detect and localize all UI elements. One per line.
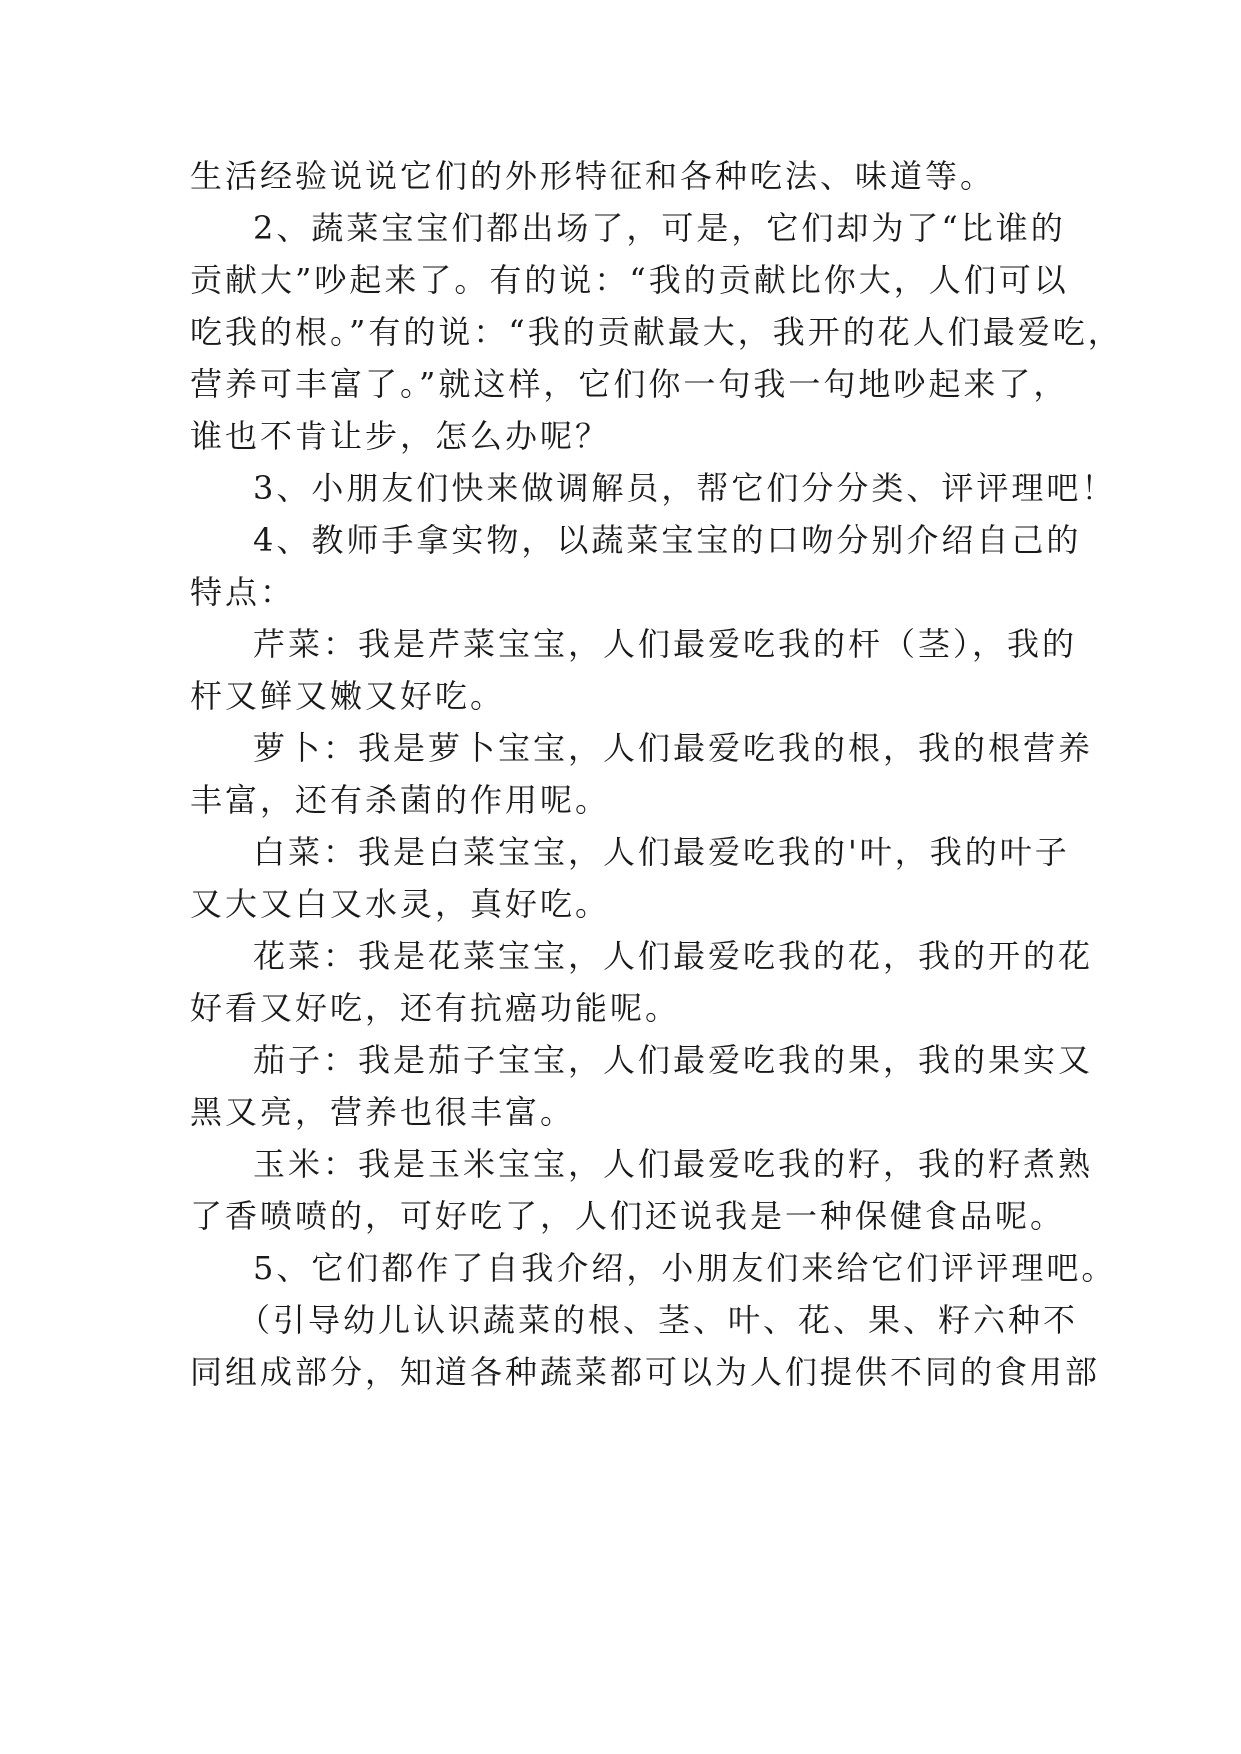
text-line: 吃我的根。”有的说：“我的贡献最大，我开的花人们最爱吃， [190, 313, 1123, 351]
text-line: 同组成部分，知道各种蔬菜都可以为人们提供不同的食用部 [190, 1353, 1101, 1391]
text-line: 生活经验说说它们的外形特征和各种吃法、味道等。 [190, 157, 996, 195]
text-line: 2、蔬菜宝宝们都出场了，可是，它们却为了“比谁的 [253, 209, 1066, 247]
text-line: 5、它们都作了自我介绍，小朋友们来给它们评评理吧。 [253, 1249, 1117, 1287]
text-line: 3、小朋友们快来做调解员，帮它们分分类、评评理吧！ [253, 469, 1117, 507]
text-line: 了香喷喷的，可好吃了，人们还说我是一种保健食品呢。 [190, 1197, 1066, 1235]
text-line: 特点： [190, 573, 296, 611]
text-line: 又大又白又水灵，真好吃。 [190, 885, 611, 923]
text-line: 贡献大”吵起来了。有的说：“我的贡献比你大，人们可以 [190, 261, 1069, 299]
text-line: 营养可丰富了。”就这样，它们你一句我一句地吵起来了， [190, 365, 1069, 403]
text-line: 茄子：我是茄子宝宝，人们最爱吃我的果，我的果实又 [253, 1041, 1094, 1079]
text-line: 萝卜：我是萝卜宝宝，人们最爱吃我的根，我的根营养 [253, 729, 1094, 767]
text-line: 好看又好吃，还有抗癌功能呢。 [190, 989, 681, 1027]
text-line: 白菜：我是白菜宝宝，人们最爱吃我的'叶，我的叶子 [253, 833, 1070, 871]
text-line: 丰富，还有杀菌的作用呢。 [190, 781, 611, 819]
text-line: 谁也不肯让步，怎么办呢？ [190, 417, 611, 455]
text-line: （引导幼儿认识蔬菜的根、茎、叶、花、果、籽六种不 [238, 1301, 1079, 1339]
text-line: 芹菜：我是芹菜宝宝，人们最爱吃我的杆（茎），我的 [253, 625, 1078, 663]
text-line: 4、教师手拿实物，以蔬菜宝宝的口吻分别介绍自己的 [253, 521, 1082, 559]
text-line: 玉米：我是玉米宝宝，人们最爱吃我的籽，我的籽煮熟 [253, 1145, 1094, 1183]
text-line: 杆又鲜又嫩又好吃。 [190, 677, 506, 715]
text-line: 黑又亮，营养也很丰富。 [190, 1093, 576, 1131]
text-line: 花菜：我是花菜宝宝，人们最爱吃我的花，我的开的花 [253, 937, 1094, 975]
